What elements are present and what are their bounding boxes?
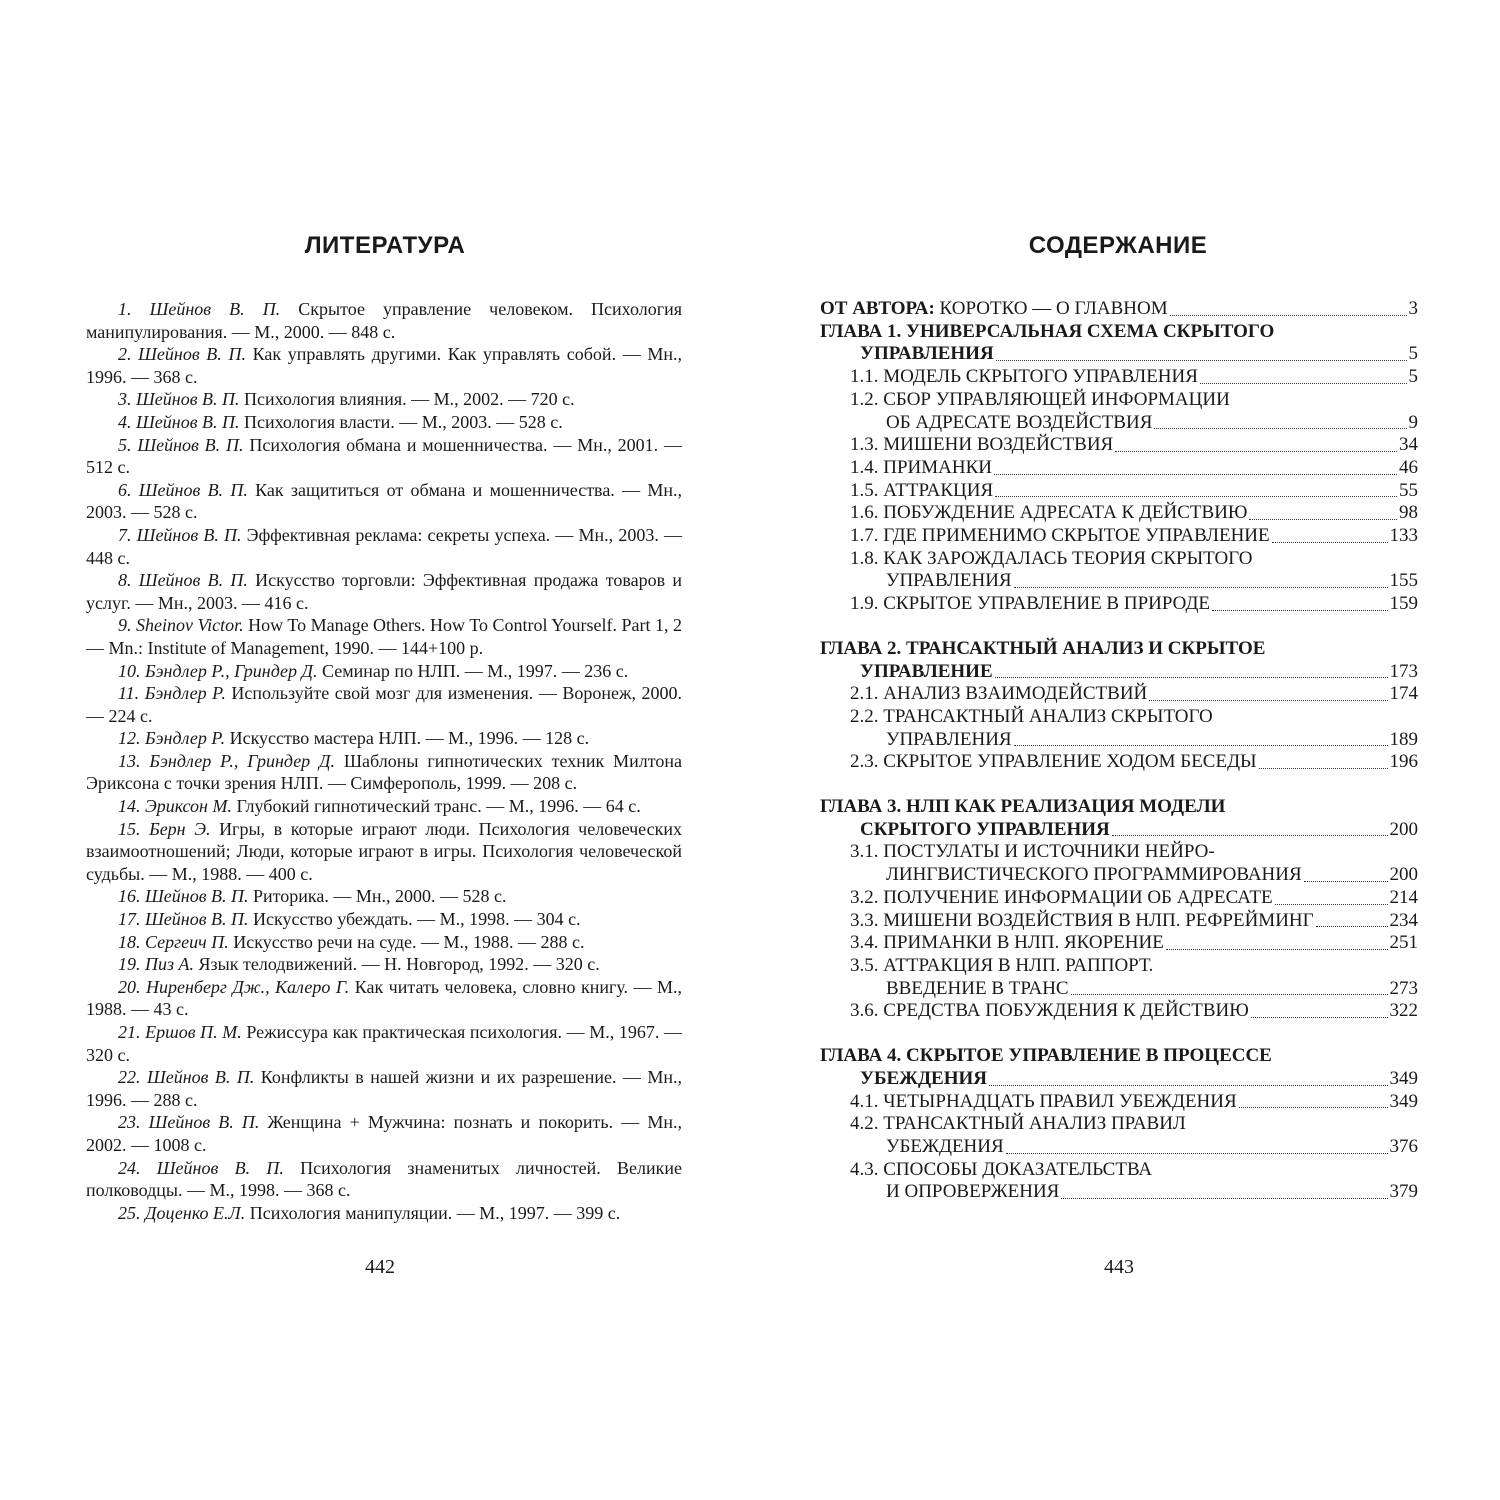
reference-item bbox=[86, 1021, 682, 1066]
toc-entry-line bbox=[820, 321, 1418, 344]
toc-page: 155 bbox=[1389, 570, 1418, 592]
toc-entry-title: УПРАВЛЕНИЯ bbox=[886, 570, 1012, 592]
toc-entry bbox=[820, 593, 1418, 616]
toc-entry-title: 1.3. МИШЕНИ ВОЗДЕЙСТВИЯ bbox=[850, 434, 1114, 456]
reference-author: 22. Шейнов В. П. bbox=[118, 1067, 255, 1088]
reference-text: Шаблоны гипнотических техник Милтона Эриксона с точки зрения НЛП. — Симферополь, 1999. — 208 с. bbox=[86, 750, 682, 794]
reference-text: Конфликты в нашей жизни и их разрешение. — Мн., 1996. — 288 с. bbox=[86, 1067, 682, 1110]
toc-entry bbox=[820, 525, 1418, 548]
toc-page: 376 bbox=[1389, 1135, 1418, 1157]
reference-text: Психология обмана и мошенничества. — Мн., 2001. — 512 с. bbox=[86, 434, 683, 478]
reference-text: Психология власти. — М., 2003. — 528 с. bbox=[239, 411, 563, 432]
reference-author: 18. Сергеич П. bbox=[118, 931, 229, 952]
reference-author: 25. Доценко Е.Л. bbox=[118, 1202, 246, 1223]
leader-dots bbox=[1149, 699, 1387, 701]
reference-author: 8. Шейнов В. П. bbox=[118, 570, 248, 591]
reference-author: 7. Шейнов В. П. bbox=[118, 524, 242, 545]
toc-entry-title: 4.1. ЧЕТЫРНАДЦАТЬ ПРАВИЛ УБЕЖДЕНИЯ bbox=[850, 1090, 1237, 1112]
leader-dots bbox=[1170, 314, 1407, 316]
page-title: ЛИТЕРАТУРА bbox=[304, 232, 466, 259]
toc-entry bbox=[820, 819, 1418, 842]
toc-chapter-2 bbox=[820, 638, 1418, 774]
toc-entry bbox=[820, 729, 1418, 752]
toc-entry-title: 3.1. ПОСТУЛАТЫ И ИСТОЧНИКИ НЕЙРО- bbox=[850, 841, 1215, 863]
leader-dots bbox=[1275, 903, 1388, 905]
reference-item bbox=[86, 727, 682, 750]
leader-dots bbox=[1251, 1016, 1388, 1018]
toc-entry bbox=[820, 1136, 1418, 1159]
reference-item bbox=[86, 953, 682, 976]
leader-dots bbox=[1259, 767, 1388, 769]
reference-author: 17. Шейнов В. П. bbox=[118, 909, 249, 930]
toc-page: 159 bbox=[1389, 593, 1418, 615]
reference-text: Используйте свой мозг для изменения. — Воронеж, 2000. — 224 с. bbox=[86, 683, 683, 726]
leader-dots bbox=[1212, 609, 1387, 611]
reference-text: Язык телодвижений. — Н. Новгород, 1992. — 320 с. bbox=[194, 954, 600, 975]
toc-page: 174 bbox=[1389, 683, 1418, 705]
reference-item bbox=[86, 660, 682, 683]
toc-entry bbox=[820, 978, 1418, 1001]
toc-entry bbox=[820, 661, 1418, 684]
toc-page: 349 bbox=[1389, 1090, 1418, 1112]
reference-author: 6. Шейнов В. П. bbox=[118, 479, 248, 500]
reference-author: 9. Sheinov Victor. bbox=[118, 615, 244, 636]
toc-page: 322 bbox=[1389, 1000, 1418, 1022]
leader-dots bbox=[1006, 1152, 1388, 1154]
toc-entry-line bbox=[820, 796, 1418, 819]
reference-author: 5. Шейнов В. П. bbox=[118, 434, 244, 455]
toc-page: 9 bbox=[1408, 411, 1418, 433]
reference-text: Как читать человека, словно книгу. — М., 1988. — 43 с. bbox=[86, 976, 682, 1020]
toc-page: 3 bbox=[1408, 298, 1418, 319]
toc-entry bbox=[820, 1000, 1418, 1023]
reference-author: 23. Шейнов В. П. bbox=[118, 1112, 260, 1133]
leader-dots bbox=[996, 359, 1407, 361]
toc-entry-line bbox=[820, 955, 1418, 978]
reference-text: Искусство мастера НЛП. — М., 1996. — 128 с. bbox=[225, 728, 590, 749]
toc-entry bbox=[820, 864, 1418, 887]
toc-page: 34 bbox=[1399, 434, 1418, 456]
toc-entry bbox=[820, 366, 1418, 389]
toc-entry-title: 3.4. ПРИМАНКИ В НЛП. ЯКОРЕНИЕ bbox=[850, 932, 1164, 954]
toc-entry bbox=[820, 1068, 1418, 1091]
reference-author: 16. Шейнов В. П. bbox=[118, 886, 249, 907]
toc-entry-title: СКРЫТОГО УПРАВЛЕНИЯ bbox=[860, 818, 1110, 840]
toc-entry-title: 1.7. ГДЕ ПРИМЕНИМО СКРЫТОЕ УПРАВЛЕНИЕ bbox=[850, 525, 1270, 547]
leader-dots bbox=[989, 1084, 1388, 1086]
toc-page: 200 bbox=[1389, 818, 1418, 840]
toc-entry-title: ЛИНГВИСТИЧЕСКОГО ПРОГРАММИРОВАНИЯ bbox=[886, 864, 1302, 886]
toc-intro-label: ОТ АВТОРА: bbox=[820, 298, 935, 319]
reference-item bbox=[86, 908, 682, 931]
leader-dots bbox=[1272, 541, 1388, 543]
leader-dots bbox=[1071, 993, 1388, 995]
reference-item bbox=[86, 411, 682, 434]
toc-entry bbox=[820, 683, 1418, 706]
toc-entry-title: УПРАВЛЕНИЕ bbox=[860, 660, 993, 682]
toc-intro-title: КОРОТКО — О ГЛАВНОМ bbox=[934, 298, 1168, 319]
toc-entry-title: 4.2. ТРАНСАКТНЫЙ АНАЛИЗ ПРАВИЛ bbox=[850, 1113, 1186, 1135]
toc-entry bbox=[820, 412, 1418, 435]
leader-dots bbox=[1316, 925, 1388, 927]
toc-entry bbox=[820, 502, 1418, 525]
toc-entry-title: 3.6. СРЕДСТВА ПОБУЖДЕНИЯ К ДЕЙСТВИЮ bbox=[850, 1000, 1249, 1022]
leader-dots bbox=[1249, 518, 1397, 520]
reference-item bbox=[86, 388, 682, 411]
reference-item bbox=[86, 750, 682, 795]
toc-chapter-3 bbox=[820, 796, 1418, 1023]
toc-chapter-1 bbox=[820, 321, 1418, 616]
reference-author: 14. Эриксон М. bbox=[118, 796, 232, 817]
toc-entry-title: ГЛАВА 4. СКРЫТОЕ УПРАВЛЕНИЕ В ПРОЦЕССЕ bbox=[820, 1045, 1272, 1067]
toc-entry-title: 3.3. МИШЕНИ ВОЗДЕЙСТВИЯ В НЛП. РЕФРЕЙМИНГ bbox=[850, 909, 1314, 931]
toc-page: 234 bbox=[1389, 909, 1418, 931]
reference-item bbox=[86, 434, 682, 479]
toc-entry-title: УБЕЖДЕНИЯ bbox=[860, 1067, 987, 1089]
toc-entry-title: 3.5. АТТРАКЦИЯ В НЛП. РАППОРТ. bbox=[850, 954, 1154, 976]
toc-entry-title: 1.1. МОДЕЛЬ СКРЫТОГО УПРАВЛЕНИЯ bbox=[850, 366, 1198, 388]
toc-entry bbox=[820, 1091, 1418, 1114]
right-page bbox=[750, 0, 1500, 1500]
reference-item bbox=[86, 976, 682, 1021]
reference-item bbox=[86, 569, 682, 614]
reference-text: Игры, в которые играют люди. Психология человеческих взаимоотношений; Люди, которые играют в игры. Психология человеческой судьбы. — М., 1988. — 400 с. bbox=[86, 818, 682, 884]
toc-page: 133 bbox=[1389, 525, 1418, 547]
reference-item bbox=[86, 1111, 682, 1156]
reference-author: 1. Шейнов В. П. bbox=[118, 299, 281, 319]
toc-entry-title: УПРАВЛЕНИЯ bbox=[860, 343, 994, 365]
reference-item bbox=[86, 795, 682, 818]
page-title: СОДЕРЖАНИЕ bbox=[1028, 232, 1208, 259]
leader-dots bbox=[1112, 834, 1388, 836]
toc-entry bbox=[820, 457, 1418, 480]
toc-entry-intro bbox=[820, 298, 1418, 321]
reference-item bbox=[86, 298, 682, 343]
reference-list bbox=[86, 298, 682, 1224]
toc-page: 55 bbox=[1399, 479, 1418, 501]
leader-dots bbox=[1304, 880, 1388, 882]
toc-entry bbox=[820, 434, 1418, 457]
toc-entry-title: 2.3. СКРЫТОЕ УПРАВЛЕНИЕ ХОДОМ БЕСЕДЫ bbox=[850, 751, 1257, 773]
toc-entry-title: 1.8. КАК ЗАРОЖДАЛАСЬ ТЕОРИЯ СКРЫТОГО bbox=[850, 547, 1253, 569]
reference-text: Психология манипуляции. — М., 1997. — 399 с. bbox=[245, 1202, 621, 1223]
reference-text: Эффективная реклама: секреты успеха. — Мн., 2003. — 448 с. bbox=[86, 524, 682, 568]
toc-page: 173 bbox=[1389, 660, 1418, 682]
reference-text: Психология знаменитых личностей. Великие полководцы. — М., 1998. — 368 с. bbox=[86, 1157, 682, 1201]
reference-author: 13. Бэндлер Р., Гриндер Д. bbox=[118, 750, 336, 771]
toc-chapter-4 bbox=[820, 1045, 1418, 1204]
toc-entry-line bbox=[820, 706, 1418, 729]
leader-dots bbox=[1166, 948, 1388, 950]
reference-author: 20. Ниренберг Дж., Калеро Г. bbox=[118, 976, 350, 997]
toc-page: 214 bbox=[1389, 886, 1418, 908]
toc-page: 5 bbox=[1408, 343, 1418, 365]
reference-author: 10. Бэндлер Р., Гриндер Д. bbox=[118, 660, 318, 681]
reference-text: Искусство речи на суде. — М., 1988. — 288 с. bbox=[228, 931, 585, 952]
leader-dots bbox=[1061, 1197, 1387, 1199]
toc-entry-line bbox=[820, 1159, 1418, 1182]
reference-author: 12. Бэндлер Р. bbox=[118, 728, 226, 749]
reference-text: Женщина + Мужчина: познать и покорить. — Мн., 2002. — 1008 с. bbox=[86, 1112, 682, 1155]
page-number: 442 bbox=[365, 1256, 395, 1278]
reference-text: Режиссура как практическая психология. — М., 1967. — 320 с. bbox=[86, 1022, 682, 1065]
toc-entry bbox=[820, 480, 1418, 503]
toc-entry-title: 3.2. ПОЛУЧЕНИЕ ИНФОРМАЦИИ ОБ АДРЕСАТЕ bbox=[850, 886, 1273, 908]
reference-text: Риторика. — Мн., 2000. — 528 с. bbox=[248, 886, 507, 907]
reference-item bbox=[86, 614, 682, 659]
toc-entry-title: ГЛАВА 2. ТРАНСАКТНЫЙ АНАЛИЗ И СКРЫТОЕ bbox=[820, 637, 1266, 659]
reference-item bbox=[86, 1066, 682, 1111]
reference-item bbox=[86, 343, 682, 388]
reference-text: Глубокий гипнотический транс. — М., 1996. — 64 с. bbox=[232, 796, 641, 817]
reference-item bbox=[86, 818, 682, 886]
reference-item bbox=[86, 682, 682, 727]
toc-entry bbox=[820, 570, 1418, 593]
toc-entry-line bbox=[820, 841, 1418, 864]
reference-text: How To Manage Others. How To Control Yourself. Part 1, 2 — Mn.: Institute of Management, 1990. — 144+100 p. bbox=[86, 615, 683, 658]
toc-entry-title: 1.6. ПОБУЖДЕНИЕ АДРЕСАТА К ДЕЙСТВИЮ bbox=[850, 502, 1248, 524]
reference-text: Семинар по НЛП. — М., 1997. — 236 с. bbox=[317, 660, 629, 681]
toc-entry-title: 4.3. СПОСОБЫ ДОКАЗАТЕЛЬСТВА bbox=[850, 1158, 1153, 1180]
reference-text: Как защититься от обмана и мошенничества. — Мн., 2003. — 528 с. bbox=[86, 479, 683, 523]
toc-page: 189 bbox=[1389, 728, 1418, 750]
toc-page: 196 bbox=[1389, 751, 1418, 773]
toc-entry-title: ОБ АДРЕСАТЕ ВОЗДЕЙСТВИЯ bbox=[886, 411, 1153, 433]
leader-dots bbox=[1115, 450, 1397, 452]
toc-entry bbox=[820, 343, 1418, 366]
reference-author: 11. Бэндлер Р. bbox=[118, 683, 226, 704]
reference-text: Психология влияния. — М., 2002. — 720 с. bbox=[239, 389, 575, 410]
reference-text: Искусство торговли: Эффективная продажа товаров и услуг. — Мн., 2003. — 416 с. bbox=[86, 570, 683, 613]
reference-item bbox=[86, 524, 682, 569]
toc-entry-title: УБЕЖДЕНИЯ bbox=[886, 1135, 1004, 1157]
table-of-contents bbox=[820, 298, 1418, 1204]
reference-text: Искусство убеждать. — М., 1998. — 304 с. bbox=[248, 909, 581, 930]
toc-entry-title: 1.9. СКРЫТОЕ УПРАВЛЕНИЕ В ПРИРОДЕ bbox=[850, 593, 1211, 615]
toc-entry bbox=[820, 1181, 1418, 1204]
reference-text: Скрытое управление человеком. Психология манипулирования. — М., 2000. — 848 с. bbox=[86, 299, 682, 342]
toc-entry-line bbox=[820, 548, 1418, 571]
reference-author: 19. Пиз А. bbox=[118, 954, 195, 975]
toc-page: 273 bbox=[1389, 977, 1418, 999]
toc-page: 379 bbox=[1389, 1181, 1418, 1203]
leader-dots bbox=[1014, 744, 1388, 746]
toc-entry-title: 1.2. СБОР УПРАВЛЯЮЩЕЙ ИНФОРМАЦИИ bbox=[850, 388, 1230, 410]
toc-entry-title: ГЛАВА 1. УНИВЕРСАЛЬНАЯ СХЕМА СКРЫТОГО bbox=[820, 320, 1275, 342]
reference-author: 3. Шейнов В. П. bbox=[118, 389, 240, 410]
reference-item bbox=[86, 479, 682, 524]
toc-entry-title: УПРАВЛЕНИЯ bbox=[886, 728, 1012, 750]
leader-dots bbox=[994, 473, 1397, 475]
toc-page: 5 bbox=[1408, 366, 1418, 388]
toc-page: 200 bbox=[1389, 864, 1418, 886]
leader-dots bbox=[995, 676, 1388, 678]
reference-item bbox=[86, 931, 682, 954]
leader-dots bbox=[1154, 427, 1406, 429]
leader-dots bbox=[995, 495, 1397, 497]
toc-entry bbox=[820, 910, 1418, 933]
toc-entry-line bbox=[820, 1113, 1418, 1136]
toc-entry-line bbox=[820, 389, 1418, 412]
toc-entry-title: ГЛАВА 3. НЛП КАК РЕАЛИЗАЦИЯ МОДЕЛИ bbox=[820, 796, 1226, 818]
reference-author: 24. Шейнов В. П. bbox=[118, 1157, 284, 1178]
reference-text: Как управлять другими. Как управлять собой. — Мн., 1996. — 368 с. bbox=[86, 344, 683, 387]
toc-entry-title: 2.2. ТРАНСАКТНЫЙ АНАЛИЗ СКРЫТОГО bbox=[850, 705, 1213, 727]
reference-item bbox=[86, 1202, 682, 1225]
leader-dots bbox=[1239, 1106, 1388, 1108]
reference-author: 2. Шейнов В. П. bbox=[118, 344, 246, 365]
reference-author: 21. Ершов П. М. bbox=[118, 1022, 242, 1042]
page-number: 443 bbox=[1104, 1256, 1134, 1278]
toc-entry-title: ВВЕДЕНИЕ В ТРАНС bbox=[886, 977, 1069, 999]
toc-entry-title: 2.1. АНАЛИЗ ВЗАИМОДЕЙСТВИЙ bbox=[850, 683, 1148, 705]
toc-page: 46 bbox=[1399, 456, 1418, 478]
reference-item bbox=[86, 1157, 682, 1202]
toc-entry-title: 1.4. ПРИМАНКИ bbox=[850, 456, 992, 478]
toc-entry-line bbox=[820, 1045, 1418, 1068]
toc-page: 349 bbox=[1389, 1067, 1418, 1089]
reference-author: 4. Шейнов В. П. bbox=[118, 411, 240, 432]
toc-entry bbox=[820, 887, 1418, 910]
leader-dots bbox=[1014, 586, 1388, 588]
toc-page: 98 bbox=[1399, 502, 1418, 524]
toc-entry bbox=[820, 751, 1418, 774]
toc-page: 251 bbox=[1389, 932, 1418, 954]
leader-dots bbox=[1200, 382, 1407, 384]
toc-entry bbox=[820, 932, 1418, 955]
reference-item bbox=[86, 885, 682, 908]
toc-entry-line bbox=[820, 638, 1418, 661]
toc-entry-title: 1.5. АТТРАКЦИЯ bbox=[850, 479, 994, 501]
toc-entry-title: И ОПРОВЕРЖЕНИЯ bbox=[886, 1181, 1060, 1203]
reference-author: 15. Берн Э. bbox=[118, 818, 211, 839]
